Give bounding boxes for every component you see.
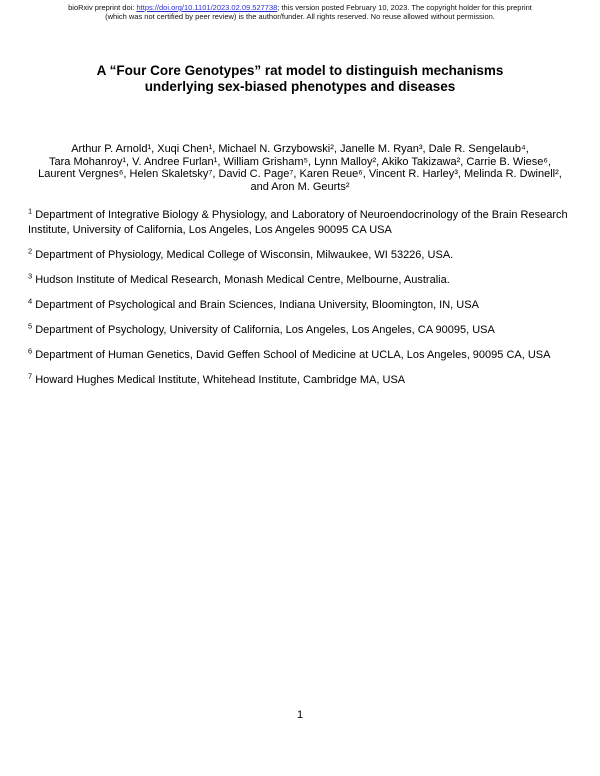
authors-line: and Aron M. Geurts²	[250, 180, 350, 193]
affiliation-text: Department of Psychological and Brain Sciences, Indiana University, Bloomington, IN, USA	[32, 299, 479, 311]
authors-line: Arthur P. Arnold¹, Xuqi Chen¹, Michael N. Grzybowski², Janelle M. Ryan³, Dale R. Sengelaub⁴,	[71, 143, 529, 155]
affiliation-marker: 6	[28, 346, 33, 356]
affiliation-item	[28, 373, 572, 388]
header-line-2: (which was not certified by peer review) is the author/funder. All rights reserved. No reuse allowed without permission.	[105, 12, 495, 21]
affiliation-text: Department of Integrative Biology & Physiology, and Laboratory of Neuroendocrinology of the Brain Research Institute, University of California, Los Angeles, Los Angeles 90095 CA USA	[28, 209, 568, 236]
affiliation-text: Department of Human Genetics, David Geffen School of Medicine at UCLA, Los Angeles, 90095 CA, USA	[32, 349, 551, 361]
affiliation-item	[28, 298, 572, 313]
authors-line: Laurent Vergnes⁶, Helen Skaletsky⁷, David C. Page⁷, Karen Reue⁶, Vincent R. Harley³, Melinda R. Dwinell²,	[38, 168, 562, 180]
affiliation-text: Department of Psychology, University of California, Los Angeles, Los Angeles, CA 90095, USA	[32, 324, 495, 336]
affiliation-item	[28, 323, 572, 338]
doi-link[interactable]: https://doi.org/10.1101/2023.02.09.527738	[136, 3, 278, 12]
affiliation-text: Howard Hughes Medical Institute, Whitehead Institute, Cambridge MA, USA	[32, 374, 406, 386]
affiliation-marker: 1	[28, 206, 33, 216]
title-line-1: A “Four Core Genotypes” rat model to distinguish mechanisms	[96, 63, 504, 78]
header-line-1	[0, 3, 600, 12]
header-prefix: bioRxiv preprint doi:	[68, 3, 137, 12]
affiliation-text: Hudson Institute of Medical Research, Monash Medical Centre, Melbourne, Australia.	[32, 274, 450, 286]
header-suffix: ; this version posted February 10, 2023. The copyright holder for this preprint	[277, 3, 532, 12]
title-line-2: underlying sex-biased phenotypes and diseases	[144, 79, 456, 94]
affiliation-marker: 5	[28, 321, 33, 331]
authors-list	[0, 143, 600, 193]
affiliation-marker: 3	[28, 271, 33, 281]
biorxiv-preprint-header	[0, 0, 600, 21]
paper-title	[0, 63, 600, 95]
affiliation-item	[28, 348, 572, 363]
affiliation-item	[28, 273, 572, 288]
affiliation-text: Department of Physiology, Medical College of Wisconsin, Milwaukee, WI 53226, USA.	[32, 249, 454, 261]
affiliation-marker: 2	[28, 246, 33, 256]
affiliation-marker: 4	[28, 296, 33, 306]
affiliation-marker: 7	[28, 371, 33, 381]
page-number: 1	[296, 709, 304, 721]
affiliation-item	[28, 208, 572, 238]
affiliation-item	[28, 248, 572, 263]
affiliations-list	[0, 208, 600, 388]
authors-line: Tara Mohanroy¹, V. Andree Furlan¹, William Grisham⁵, Lynn Malloy², Akiko Takizawa², Carrie B. Wiese⁶,	[48, 155, 551, 168]
